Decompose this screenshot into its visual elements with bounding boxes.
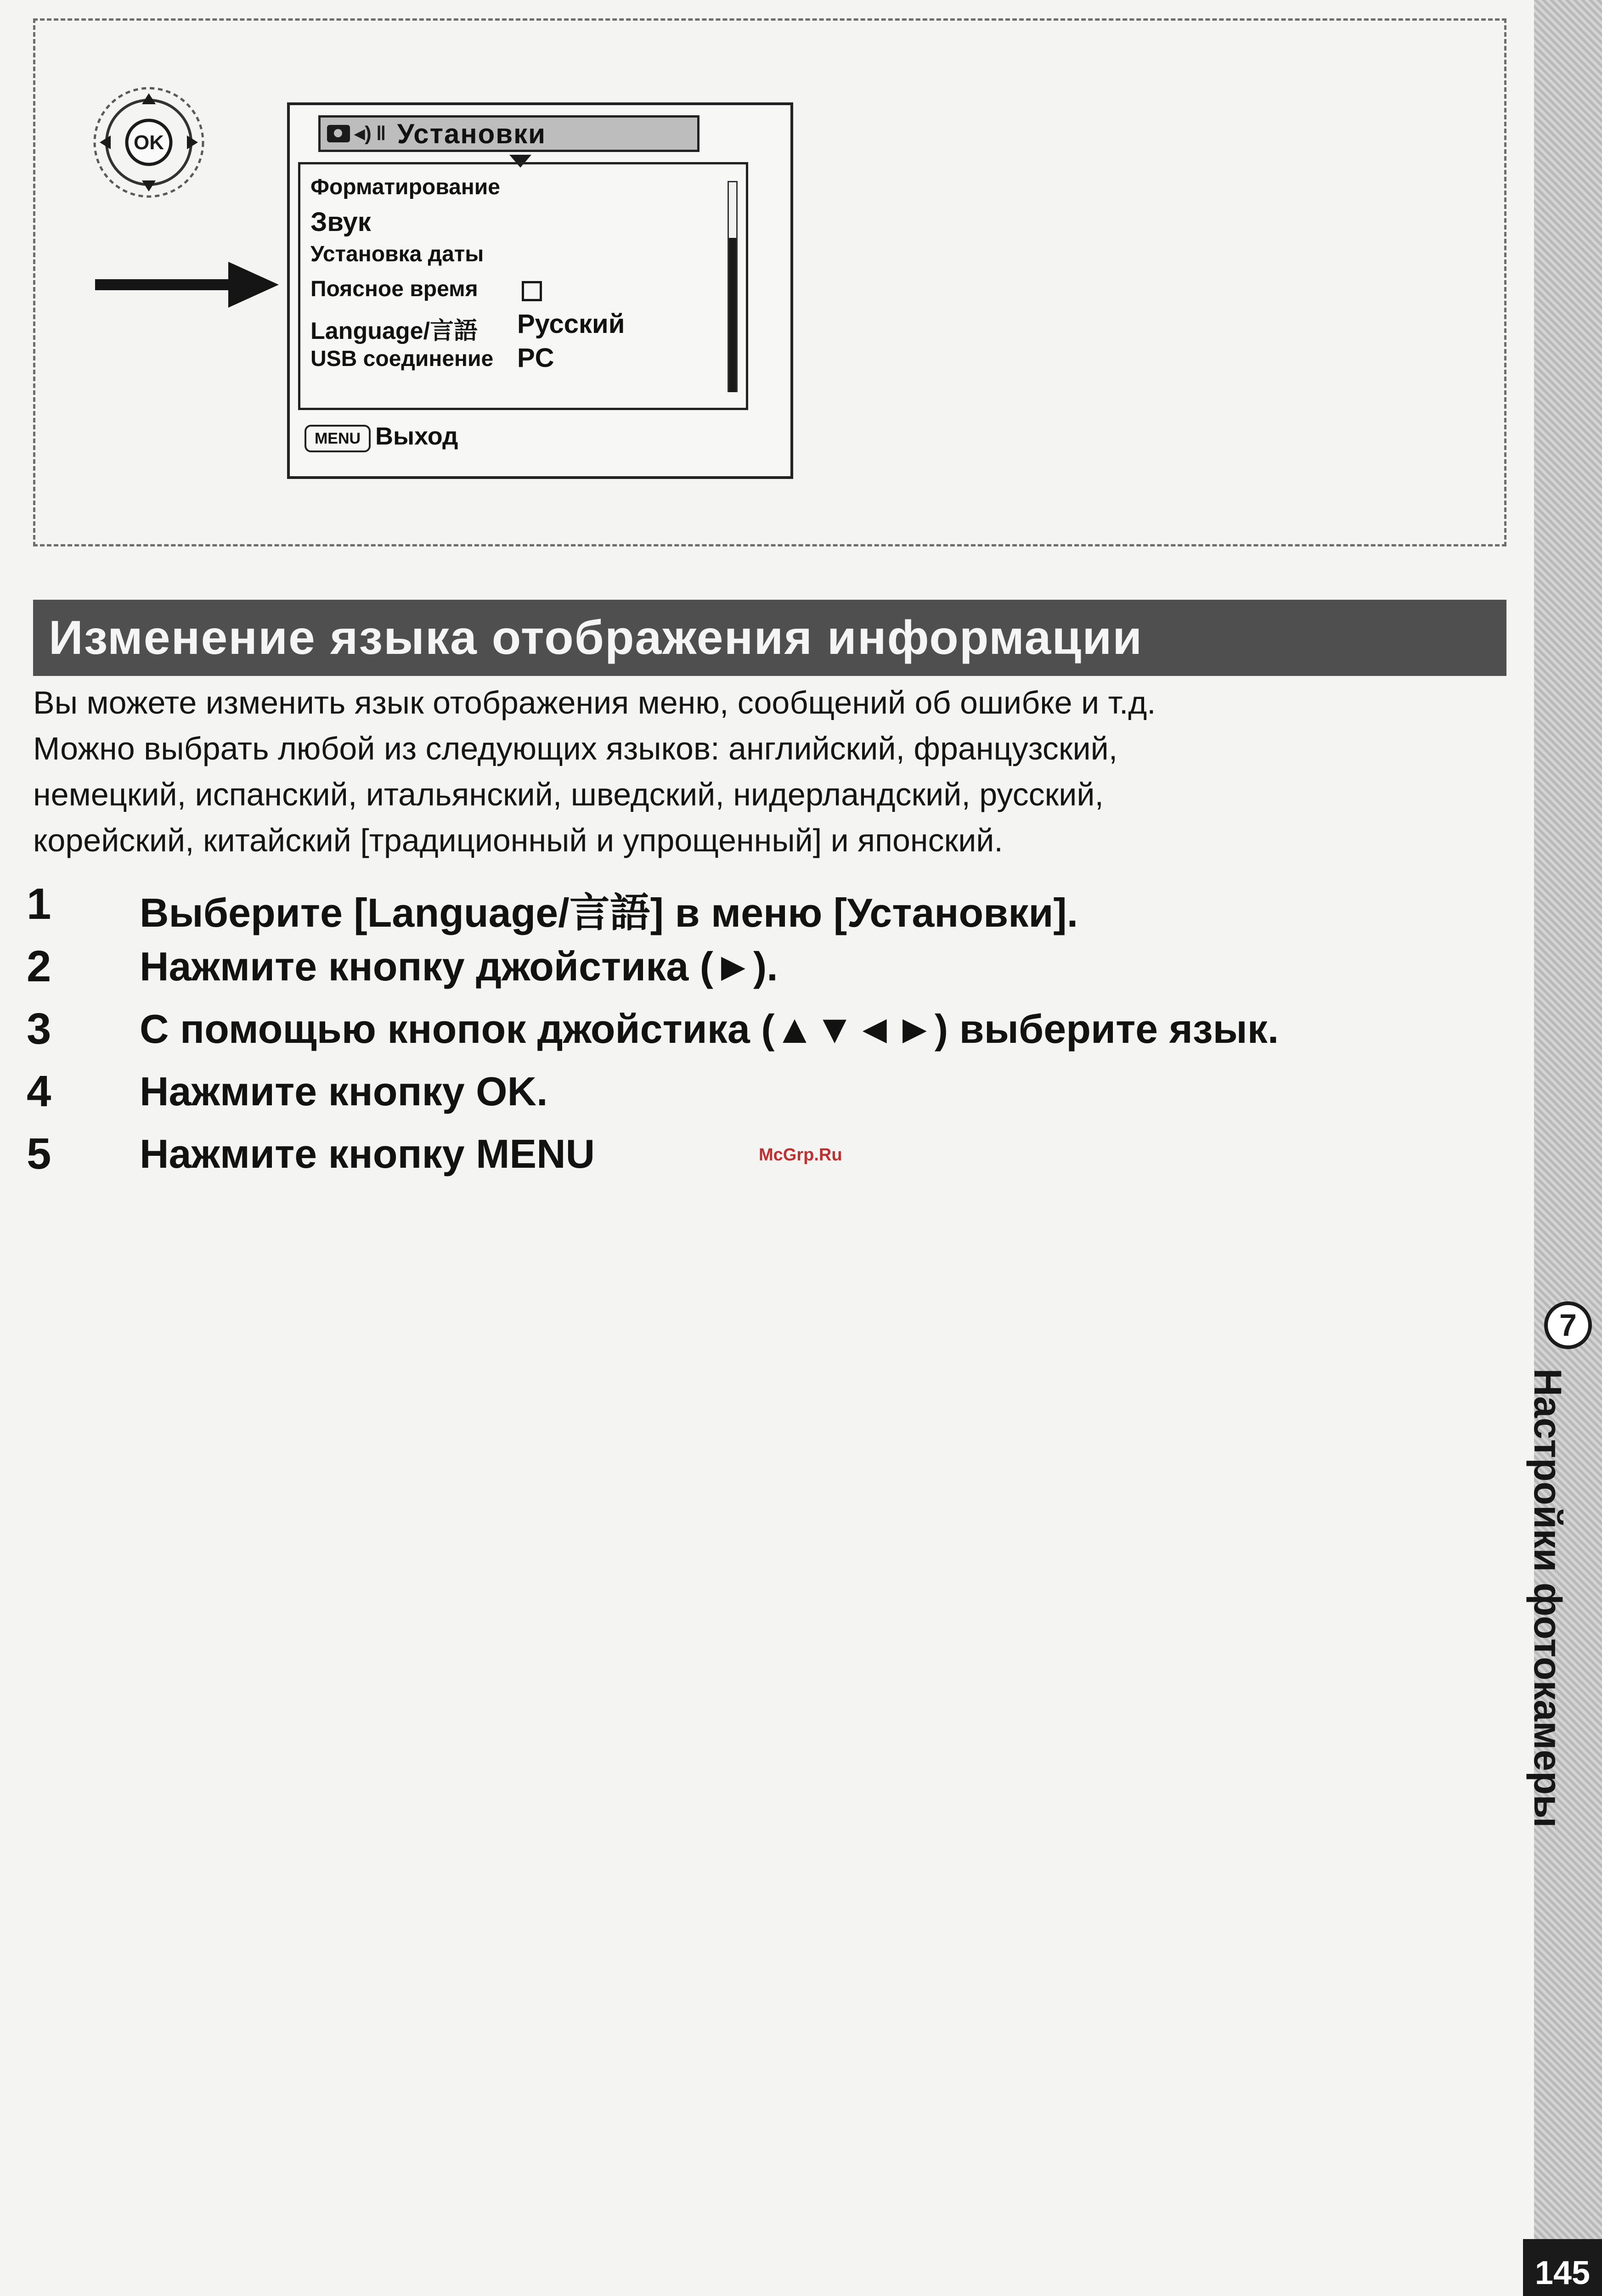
screen-title: Установки [397,118,547,149]
step-number: 5 [27,1129,51,1178]
menu-item-format: Форматирование [310,175,500,199]
figure-box [33,18,1506,546]
joystick-ok-label: OK [134,131,164,154]
menu-panel [298,162,748,410]
exit-label: Выход [375,422,458,450]
step-text: Нажмите кнопку джойстика (►). [140,944,778,989]
usb-value: PC [517,343,554,373]
menu-item-usb: USB соединение [310,347,494,371]
step-text: Выберите [Language/言語] в меню [Установки]. [140,890,1078,935]
section-heading-text: Изменение языка отображения информации [49,611,1143,664]
camera-screen [287,102,793,479]
step-number: 4 [27,1067,51,1116]
intro-line: немецкий, испанский, итальянский, шведский, нидерландский, русский, [33,777,1104,812]
step-3 [27,1004,1524,1064]
setup-icon: ‖ [376,122,386,145]
section-heading [33,600,1506,676]
page-number: 145 [1523,2239,1602,2296]
menu-item-date: Установка даты [310,242,484,266]
menu-key-icon: MENU [305,425,371,452]
step-text: С помощью кнопок джойстика (▲▼◄►) выберите язык. [140,1006,1279,1052]
step-number: 3 [27,1004,51,1053]
language-value: Русский [517,309,625,339]
step-4 [27,1066,1524,1126]
step-text: Нажмите кнопку OK. [140,1069,548,1114]
intro-line: Вы можете изменить язык отображения меню, сообщений об ошибке и т.д. [33,685,1156,720]
world-time-checkbox [522,281,542,301]
step-number: 2 [27,942,51,991]
intro-line: Можно выбрать любой из следующих языков: английский, французский, [33,731,1118,766]
menu-tab-icons [321,124,397,144]
step-number: 1 [27,879,51,929]
step-1 [27,879,1524,939]
scrollbar-thumb [729,238,736,392]
intro-line: корейский, китайский [традиционный и упрощенный] и японский. [33,822,1003,858]
step-2 [27,941,1524,1001]
intro-paragraph [33,680,1512,863]
chapter-number-badge: 7 [1544,1301,1592,1349]
watermark: McGrp.Ru [759,1145,842,1165]
chapter-title: Настройки фотокамеры [1526,1368,1569,1828]
sound-icon: ◂) [355,122,372,145]
camera-icon [327,125,350,142]
arrow-right-icon [95,259,279,310]
joystick-icon [91,85,206,200]
chapter-edge-bar [1534,0,1602,2296]
menu-item-sound: Звук [310,207,371,237]
screen-header [318,115,699,152]
menu-item-language: Language/言語 [310,318,478,344]
menu-item-world-time: Поясное время [310,277,478,301]
step-text: Нажмите кнопку MENU [140,1131,595,1176]
